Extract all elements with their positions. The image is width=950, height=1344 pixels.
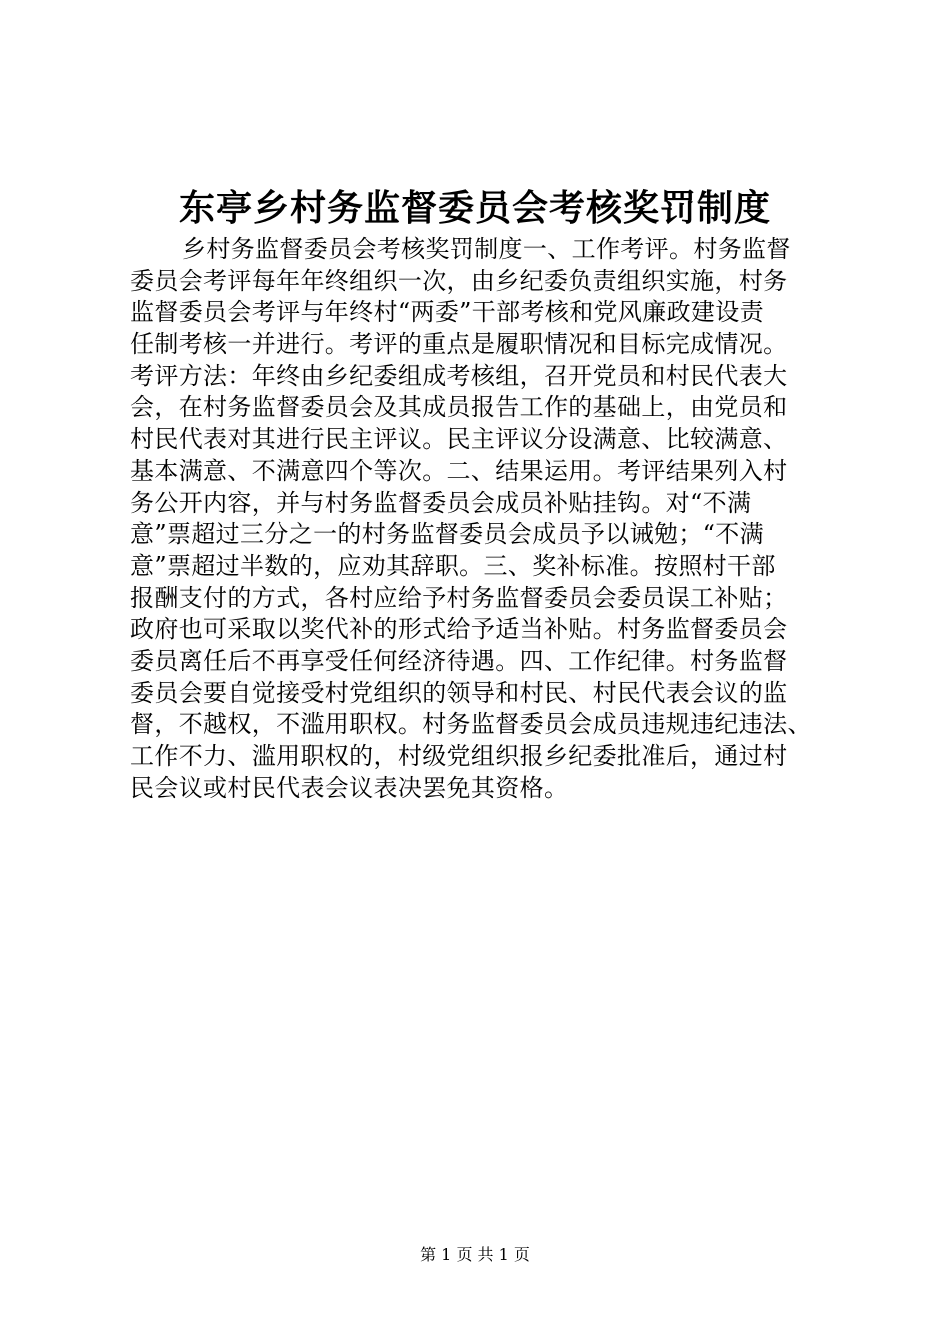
body-line: 会，在村务监督委员会及其成员报告工作的基础上，由党员和 xyxy=(130,393,788,422)
body-line: 委员离任后不再享受任何经济待遇。四、工作纪律。村务监督 xyxy=(130,646,788,675)
body-line: 乡村务监督委员会考核奖罚制度一、工作考评。村务监督 xyxy=(182,235,791,263)
body-line: 委员会考评每年年终组织一次，由乡纪委负责组织实施，村务 xyxy=(130,266,788,295)
body-line: 监督委员会考评与年终村“两委”干部考核和党风廉政建设责 xyxy=(130,298,764,327)
body-line: 意”票超过半数的，应劝其辞职。三、奖补标准。按照村干部 xyxy=(130,551,776,580)
body-line: 考评方法：年终由乡纪委组成考核组，召开党员和村民代表大 xyxy=(130,361,788,390)
body-line: 任制考核一并进行。考评的重点是履职情况和目标完成情况。 xyxy=(130,330,788,359)
body-line: 委员会要自觉接受村党组织的领导和村民、村民代表会议的监 xyxy=(130,678,788,707)
document-body xyxy=(130,234,830,804)
body-line: 村民代表对其进行民主评议。民主评议分设满意、比较满意、 xyxy=(130,425,788,454)
body-line: 工作不力、滥用职权的，村级党组织报乡纪委批准后，通过村 xyxy=(130,742,788,770)
body-line: 督，不越权，不滥用职权。村务监督委员会成员违规违纪违法、 xyxy=(130,710,812,739)
body-line: 政府也可采取以奖代补的形式给予适当补贴。村务监督委员会 xyxy=(130,615,788,644)
body-line: 基本满意、不满意四个等次。二、结果运用。考评结果列入村 xyxy=(130,456,788,485)
body-line: 报酬支付的方式，各村应给予村务监督委员会委员误工补贴； xyxy=(130,583,788,612)
page-title: 东亭乡村务监督委员会考核奖罚制度 xyxy=(178,187,771,229)
body-line: 意”票超过三分之一的村务监督委员会成员予以诫勉；“不满 xyxy=(130,520,764,549)
body-line: 务公开内容，并与村务监督委员会成员补贴挂钩。对“不满 xyxy=(130,488,752,517)
body-line: 民会议或村民代表会议表决罢免其资格。 xyxy=(130,773,569,802)
page-number-footer: 第 1 页 共 1 页 xyxy=(420,1245,530,1264)
